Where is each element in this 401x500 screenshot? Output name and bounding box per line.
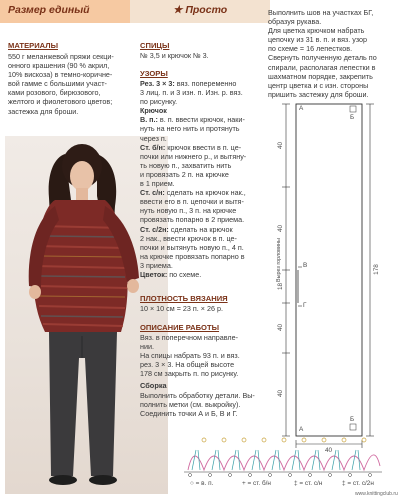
text-line: Рез. 3 × 3: вяз. попеременно	[140, 79, 237, 88]
text-line: пришить застежку для броши.	[268, 89, 369, 99]
legend-item-sc: + = ст. б/н	[242, 480, 271, 487]
text-line: по рисунку.	[140, 97, 178, 107]
text-line: На спицы набрать 93 п. и вяз.	[140, 351, 240, 361]
text-line: нуть новую п., 3 п. на крючке	[140, 206, 237, 216]
text-line: шахматном порядке, закрепить	[268, 71, 373, 81]
legend-item-tr: ‡ = ст. с/2н	[342, 480, 374, 487]
crochet-chart	[180, 430, 385, 480]
scheme-dim-40-c: 40	[277, 323, 285, 332]
text-line: почки и вытянуть новую п., 4 п.	[140, 242, 244, 252]
level-title	[173, 4, 227, 16]
text-line: Цветок: по схеме.	[140, 269, 202, 279]
text-line: нии.	[140, 342, 154, 352]
text-line: онного крашения (90 % акрил,	[8, 61, 110, 71]
chart-legend	[176, 478, 388, 490]
patterns-title: УЗОРЫ	[140, 69, 168, 78]
double-crochet-icon: ‡	[294, 480, 298, 487]
scheme-dim-width: 40	[325, 447, 333, 454]
description-title: ОПИСАНИЕ РАБОТЫ	[140, 323, 220, 332]
text-line: и провязать 2 п. на крючке	[140, 169, 229, 179]
text-line: через п.	[140, 133, 167, 143]
text-line: Свернуть полученную деталь по	[268, 53, 377, 63]
text-line: Ст. б/н: крючок ввести в п. це-	[140, 142, 242, 152]
text-line: 2 нак., ввести крючок в п. це-	[140, 233, 237, 243]
text-line: Вяз. в поперечном направле-	[140, 333, 238, 342]
text-line: центр цветка и с изн. стороны	[268, 80, 369, 90]
scheme-vertical-label: Вырез горловины	[276, 238, 282, 282]
assembly-title: Сборка	[140, 381, 167, 390]
text-line: 3 приема.	[140, 260, 173, 270]
scheme-dim-178: 178	[372, 264, 380, 275]
legend-item-chain: ○ = в. п.	[190, 480, 214, 487]
text-line: Соединить точки А и Б, В и Г.	[140, 409, 238, 419]
text-line: ть новую п., захватить нить	[140, 160, 232, 170]
text-line: на крючке провязать попарно в	[140, 251, 245, 261]
text-line: В. п.: в. п. ввести крючок, наки-	[140, 115, 245, 125]
single-crochet-icon: +	[242, 480, 246, 487]
text-line: образуя рукава.	[268, 17, 322, 27]
materials-title: МАТЕРИАЛЫ	[8, 41, 58, 50]
treble-crochet-icon: ‡	[342, 480, 346, 487]
pattern-scheme	[262, 89, 396, 462]
text-line: Крючок	[140, 106, 167, 116]
text-line: желтого и фиолетового цветов;	[8, 97, 113, 107]
scheme-dim-40-b: 40	[277, 224, 285, 233]
scheme-label-b-top: Б	[350, 114, 355, 121]
assembly-text	[140, 391, 255, 418]
size-title: Размер единый	[8, 4, 90, 16]
star-icon: ★	[173, 4, 183, 16]
scheme-dim-18: 18	[277, 282, 285, 291]
scheme-label-b-bottom: Б	[350, 416, 355, 423]
text-line: спирали, располагая лепестки в	[268, 62, 376, 72]
text-line: Ст. с/2н: сделать на крючок	[140, 224, 233, 234]
density-text: 10 × 10 см = 23 п. × 26 р.	[140, 304, 223, 313]
legend-item-dc: ‡ = ст. с/н	[294, 480, 323, 487]
scheme-label-a-bottom: А	[299, 426, 304, 433]
text-line: Для цветка крючком набрать	[268, 26, 365, 36]
materials-text	[8, 52, 114, 116]
crochet-chart-drawing	[180, 430, 385, 480]
text-line: цепочку из 31 в. п. и вяз. узор	[268, 35, 368, 45]
text-line: провязать попарно в 2 приема.	[140, 215, 245, 225]
text-line: 10% вискоза) в темно-коричне-	[8, 70, 113, 80]
patterns-text	[140, 79, 246, 279]
text-line: полнить метки (см. выкройку).	[140, 400, 241, 410]
level-text: Просто	[185, 4, 228, 16]
description-text	[140, 333, 240, 378]
text-line: застежка для броши.	[8, 106, 79, 116]
text-line: 3 лиц. п. и 3 изн. п. Изн. р. вяз.	[140, 88, 243, 98]
scheme-label-a-top: А	[299, 105, 304, 112]
text-line: рез. 3 × 3. На общей высоте	[140, 360, 235, 370]
needles-title: СПИЦЫ	[140, 41, 170, 50]
text-line: по схеме = 16 лепестков.	[268, 44, 353, 54]
text-line: ввести его в п. цепочки и вытя-	[140, 197, 244, 207]
density-title: ПЛОТНОСТЬ ВЯЗАНИЯ	[140, 294, 228, 303]
text-line: Выполнить обработку детали. Вы-	[140, 391, 255, 400]
right-column-text	[268, 8, 377, 99]
scheme-dim-40-d: 40	[277, 389, 285, 398]
watermark: www.knittingclub.ru	[355, 491, 398, 497]
text-line: 550 г меланжевой пряжи секци-	[8, 52, 114, 61]
scheme-mark-g: Г	[303, 302, 307, 309]
text-line: нуть на него нить и протянуть	[140, 124, 240, 134]
scheme-mark-v: В	[303, 262, 308, 269]
text-line: в 1 прием.	[140, 179, 175, 189]
text-line: Выполнить шов на участках БГ,	[268, 8, 374, 17]
text-line: ками розового, бирюзового,	[8, 88, 101, 98]
text-line: почки или нижнего р., и вытяну-	[140, 151, 247, 161]
chain-stitch-icon: ○	[190, 480, 194, 487]
scheme-dim-40-a: 40	[277, 141, 285, 150]
text-line: вой гамме с большими участ-	[8, 79, 107, 89]
text-line: Ст. с/н: сделать на крючок нак.,	[140, 188, 246, 198]
needles-text: № 3,5 и крючок № 3.	[140, 51, 209, 60]
text-line: 178 см закрыть п. по рисунку.	[140, 369, 239, 379]
